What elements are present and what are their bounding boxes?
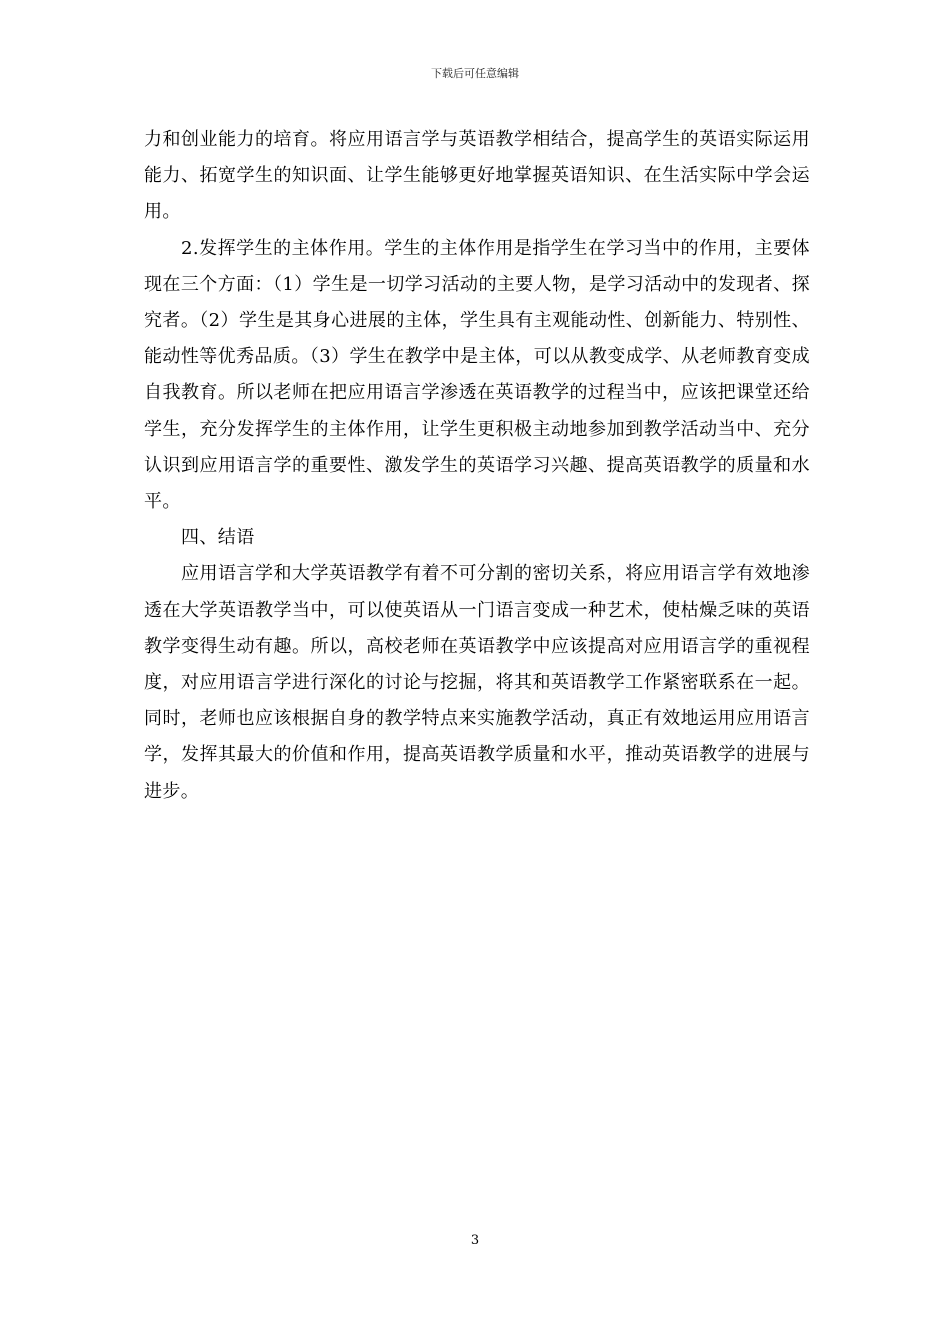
- page-header: 下载后可任意编辑: [431, 67, 519, 80]
- paragraph-continuation: 力和创业能力的培育。将应用语言学与英语教学相结合，提高学生的英语实际运用能力、拓宽学生的知识面、让学生能够更好地掌握英语知识、在生活实际中学会运用。: [144, 129, 810, 223]
- paragraph-conclusion: 应用语言学和大学英语教学有着不可分割的密切关系，将应用语言学有效地渗透在大学英语教学当中，可以使英语从一门语言变成一种艺术，使枯燥乏味的英语教学变得生动有趣。所以，高校老师在英语教学中应该提高对应用语言学的重视程度，对应用语言学进行深化的讨论与挖掘，将其和英语教学工作紧密联系在一起。同时，老师也应该根据自身的教学特点来实施教学活动，真正有效地运用应用语言学，发挥其最大的价值和作用，提高英语教学质量和水平，推动英语教学的进展与进步。: [144, 563, 810, 802]
- document-body: [144, 122, 810, 810]
- page-number: 3: [470, 1233, 480, 1248]
- paragraph-student-role: 2.发挥学生的主体作用。学生的主体作用是指学生在学习当中的作用，主要体现在三个方面：（1）学生是一切学习活动的主要人物，是学习活动中的发现者、探究者。（2）学生是其身心进展的主体，学生具有主观能动性、创新能力、特别性、能动性等优秀品质。（3）学生在教学中是主体，可以从教变成学、从老师教育变成自我教育。所以老师在把应用语言学渗透在英语教学的过程当中，应该把课堂还给学生，充分发挥学生的主体作用，让学生更积极主动地参加到教学活动当中、充分认识到应用语言学的重要性、激发学生的英语学习兴趣、提高英语教学的质量和水平。: [144, 237, 810, 513]
- section-heading-conclusion: 四、结语: [181, 527, 255, 549]
